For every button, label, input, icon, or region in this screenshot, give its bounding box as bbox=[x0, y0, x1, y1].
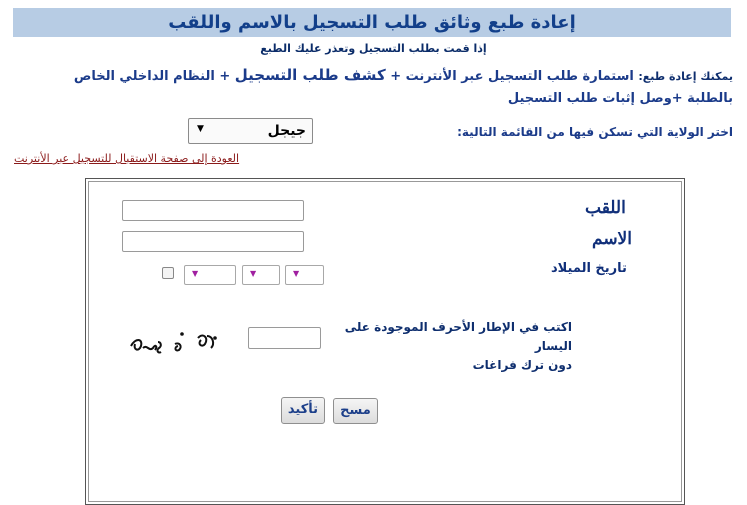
clear-button[interactable]: مسح bbox=[333, 398, 378, 424]
captcha-input[interactable] bbox=[248, 327, 321, 349]
page-title: إعادة طبع وثائق طلب التسجيل بالاسم واللقب bbox=[13, 8, 731, 37]
confirm-button[interactable]: تأكيد bbox=[281, 397, 325, 424]
name-label: الاسم bbox=[592, 229, 632, 249]
wilaya-selected-value: جيجل bbox=[267, 123, 306, 139]
reprint-part3: + النظام الداخلي الخاص bbox=[73, 69, 231, 84]
reprint-part2: كشف طلب التسجيل bbox=[234, 66, 386, 84]
wilaya-label: اختر الولاية التي تسكن فيها من القائمة التالية: bbox=[457, 125, 733, 139]
dob-day-select[interactable] bbox=[285, 265, 324, 285]
dob-month-select[interactable] bbox=[242, 265, 280, 285]
captcha-line2: دون ترك فراغات bbox=[472, 358, 572, 372]
dropdown-arrow-icon: ▼ bbox=[250, 269, 257, 278]
captcha-image bbox=[125, 324, 225, 364]
captcha-instructions bbox=[342, 318, 572, 375]
dob-label: تاريخ الميلاد bbox=[551, 261, 627, 276]
surname-label: اللقب bbox=[585, 198, 626, 218]
name-input[interactable] bbox=[122, 231, 304, 252]
surname-input[interactable] bbox=[122, 200, 304, 221]
dropdown-arrow-icon: ▼ bbox=[197, 124, 204, 134]
wilaya-select[interactable] bbox=[188, 118, 313, 144]
captcha-line1: اكتب في الإطار الأحرف الموجودة على اليسار bbox=[344, 320, 572, 353]
notice-text: إذا قمت بطلب التسجيل وتعذر عليك الطبع bbox=[260, 42, 487, 55]
dob-checkbox[interactable] bbox=[162, 267, 174, 279]
dob-year-select[interactable] bbox=[184, 265, 236, 285]
dropdown-arrow-icon: ▼ bbox=[293, 269, 300, 278]
dropdown-arrow-icon: ▼ bbox=[192, 269, 199, 278]
reprint-label: يمكنك إعادة طبع: bbox=[638, 70, 733, 83]
reprint-info bbox=[13, 64, 733, 110]
reprint-line2: بالطلبة +وصل إثبات طلب التسجيل bbox=[507, 91, 733, 106]
reprint-part1: استمارة طلب التسجيل عبر الأنترنت + bbox=[390, 69, 634, 84]
back-to-home-link[interactable]: العودة إلى صفحة الاستقبال للتسجيل عبر الأنترنت bbox=[14, 152, 240, 165]
